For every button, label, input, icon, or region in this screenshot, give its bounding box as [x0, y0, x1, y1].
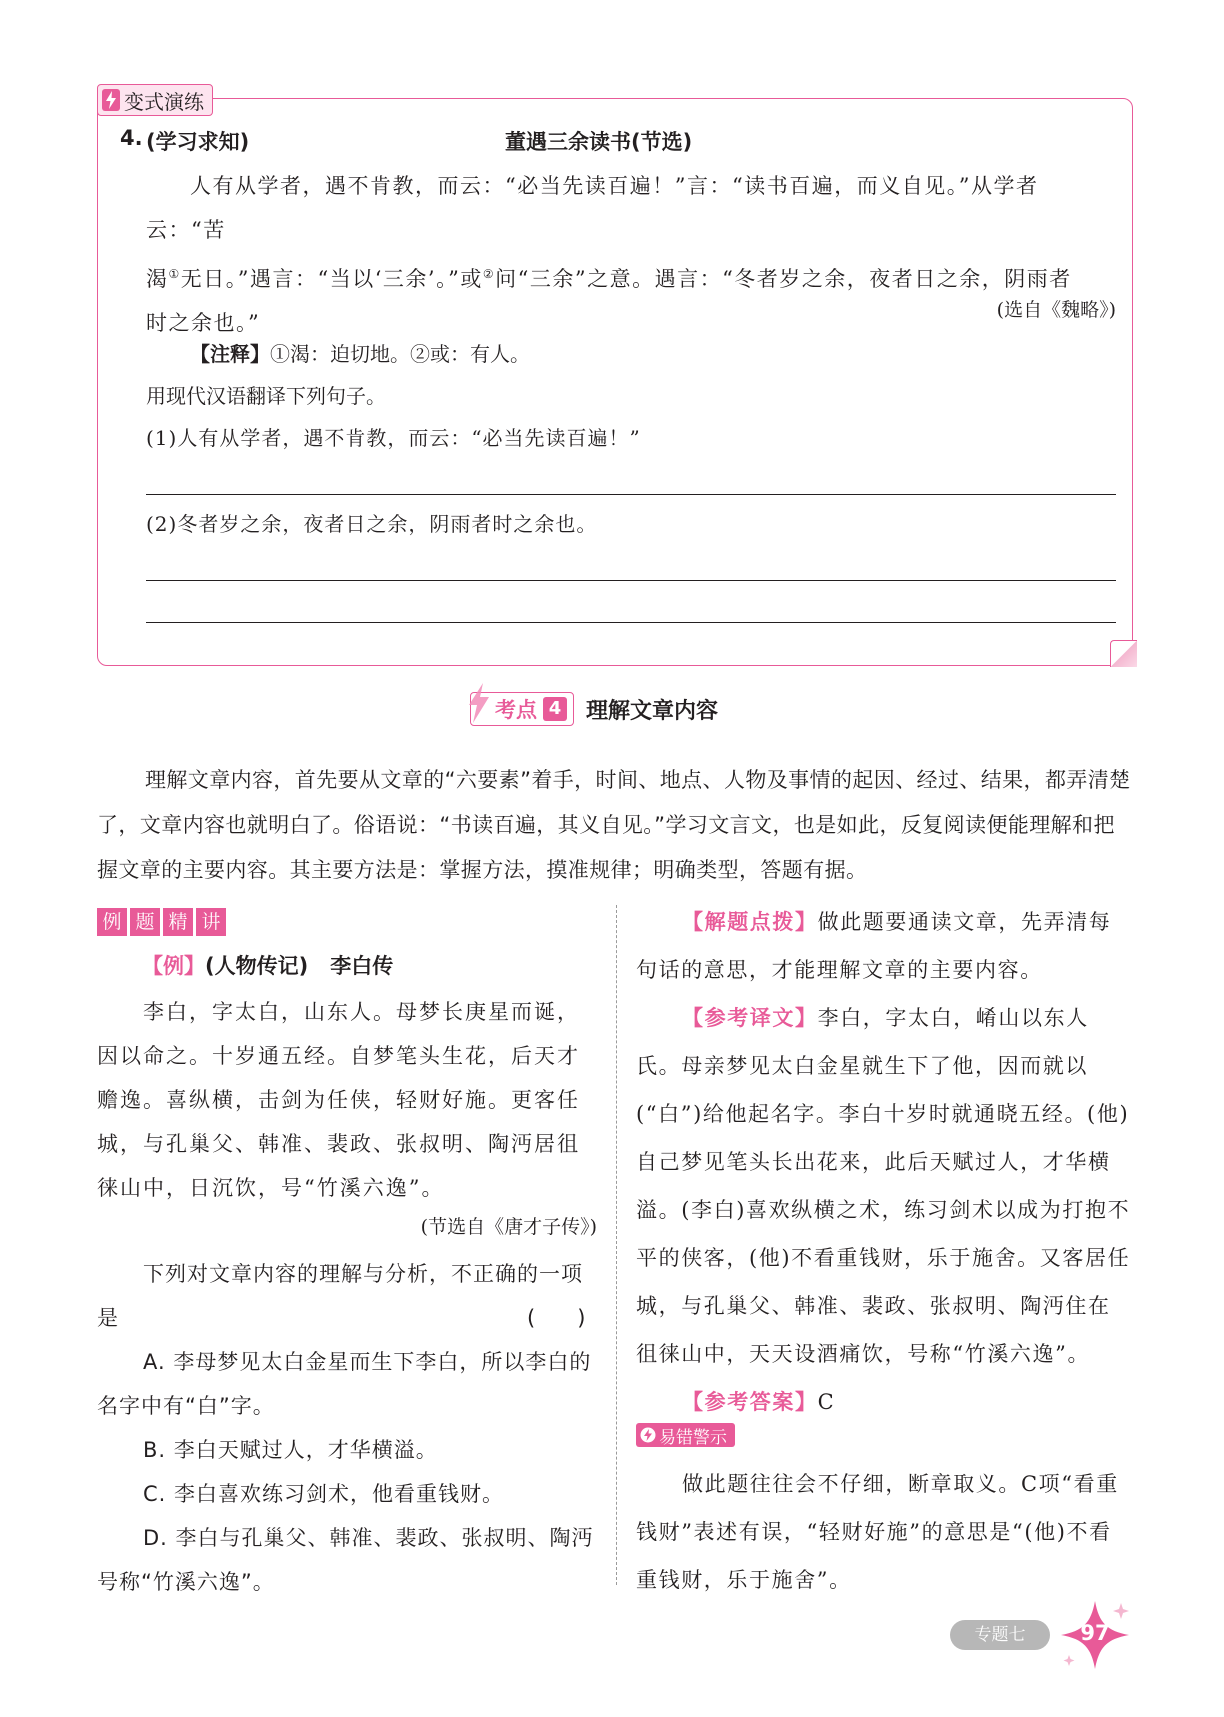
answer-line-3[interactable] — [146, 622, 1116, 623]
passage-title: 董遇三余读书(节选) — [505, 130, 693, 154]
answer-paren[interactable]: ( ) — [527, 1306, 586, 1330]
tag-char: 讲 — [196, 908, 226, 936]
example-question — [97, 1252, 597, 1340]
translation-instruction: 用现代汉语翻译下列句子。 — [146, 384, 386, 408]
passage-fragment: 问“三余”之意。遇言：“冬者岁之余，夜者日之余，阴雨者 — [495, 267, 1072, 291]
column-divider — [616, 905, 617, 1585]
translation-text: 李白，字太白，崤山以东人氏。母亲梦见太白金星就生下了他，因而就以(“白”)给他起名字。李白十岁时就通晓五经。(他)自己梦见笔头长出花来，此后天赋过人，才华横溢。(李白)喜欢纵横之术，练习剑术以成为打抱不平的侠客，(他)不看重钱财，乐于施舍。又客居任城，与孔巢父、韩准、裴政、张叔明、陶沔住在徂徕山中，天天设酒痛饮，号称“竹溪六逸”。 — [636, 1006, 1131, 1366]
answer-value: C — [817, 1390, 836, 1414]
sub-question-1: (1)人有从学者，遇不肯教，而云：“必当先读百遍！” — [146, 426, 641, 450]
answer-line-2[interactable] — [146, 580, 1116, 581]
key-point-label: 考点 — [495, 698, 537, 722]
passage-line-1: 人有从学者，遇不肯教，而云：“必当先读百遍！”言：“读书百遍，而义自见。”从学者云：“苦 — [146, 174, 1039, 242]
reference-answer — [636, 1378, 1133, 1426]
option-a: A. 李母梦见太白金星而生下李白，所以李白的名字中有“白”字。 — [97, 1350, 592, 1418]
annotation-label: 【注释】 — [190, 342, 270, 366]
passage-line-3: 时之余也。” — [146, 311, 261, 335]
key-point-number: 4 — [543, 697, 567, 721]
example-title: 李白传 — [330, 954, 394, 978]
page-number: 97 — [1080, 1621, 1110, 1645]
key-point-badge — [470, 692, 574, 726]
example-passage: 李白，字太白，山东人。母梦长庚星而诞，因以命之。十岁通五经。自梦笔头生花，后天才赡逸。喜纵横，击剑为任侠，轻财好施。更客任城，与孔巢父、韩准、裴政、张叔明、陶沔居徂徕山中，日沉饮，号“竹溪六逸”。 — [97, 1000, 580, 1200]
passage-source: (选自《魏略》) — [996, 299, 1116, 321]
translation-label: 【参考译文】 — [682, 1006, 818, 1030]
tag-char: 题 — [130, 908, 160, 936]
annotation — [190, 338, 530, 367]
page-number-badge — [1055, 1595, 1135, 1675]
page-curl-decoration — [1110, 640, 1137, 667]
variant-label: 变式演练 — [124, 89, 204, 114]
example-heading — [142, 950, 393, 980]
answer-label: 【参考答案】 — [682, 1390, 818, 1414]
question-type: (学习求知) — [146, 130, 250, 154]
option-c: C. 李白喜欢练习剑术，他看重钱财。 — [143, 1482, 505, 1506]
example-source: (节选自《唐才子传》) — [420, 1216, 597, 1238]
option-d: D. 李白与孔巢父、韩准、裴政、张叔明、陶沔号称“竹溪六逸”。 — [97, 1526, 594, 1594]
lightning-icon — [465, 683, 493, 723]
lightning-icon — [640, 1427, 656, 1443]
tag-char: 例 — [97, 908, 127, 936]
reference-translation — [636, 994, 1133, 1378]
hint-label: 【解题点拨】 — [682, 910, 818, 934]
example-label: 【例】 — [142, 954, 205, 978]
answer-line-1[interactable] — [146, 494, 1116, 495]
sub-question-2: (2)冬者岁之余，夜者日之余，阴雨者时之余也。 — [146, 512, 598, 536]
passage-fragment: 渴 — [146, 267, 169, 291]
key-point-title: 理解文章内容 — [586, 698, 719, 724]
example-explained-tag — [97, 908, 226, 936]
solution-hint — [636, 898, 1133, 994]
tag-char: 精 — [163, 908, 193, 936]
example-type: (人物传记) — [205, 954, 309, 978]
option-b: B. 李白天赋过人，才华横溢。 — [143, 1438, 438, 1462]
topic-label: 专题七 — [950, 1620, 1050, 1650]
warning-label: 易错警示 — [659, 1427, 727, 1448]
hint-text: 做此题要通读文章，先弄清每句话的意思，才能理解文章的主要内容。 — [636, 910, 1112, 982]
example-question-text: 下列对文章内容的理解与分析，不正确的一项是 — [97, 1262, 583, 1330]
variant-practice-tag — [97, 84, 213, 116]
key-point-header — [470, 690, 718, 728]
error-warning-text: 做此题往往会不仔细，断章取义。C项“看重钱财”表述有误，“轻财好施”的意思是“(他)不看重钱财，乐于施舍”。 — [636, 1472, 1119, 1592]
lightning-icon — [102, 89, 120, 111]
key-point-intro: 理解文章内容，首先要从文章的“六要素”着手，时间、地点、人物及事情的起因、经过、结果，都弄清楚了，文章内容也就明白了。俗语说：“书读百遍，其义自见。”学习文言文，也是如此，反复阅读便能理解和把握文章的主要内容。其主要方法是：掌握方法，摸准规律；明确类型，答题有据。 — [97, 768, 1131, 882]
footnote-mark-2: ② — [482, 267, 496, 281]
error-warning-tag — [636, 1423, 735, 1447]
passage-fragment: 无日。”遇言：“当以‘三余’。”或 — [180, 267, 483, 291]
passage-line-2 — [146, 252, 1116, 301]
question-number: 4. — [120, 126, 143, 150]
footnote-mark-1: ① — [168, 267, 181, 281]
annotation-text: ①渴：迫切地。②或：有人。 — [270, 342, 530, 366]
